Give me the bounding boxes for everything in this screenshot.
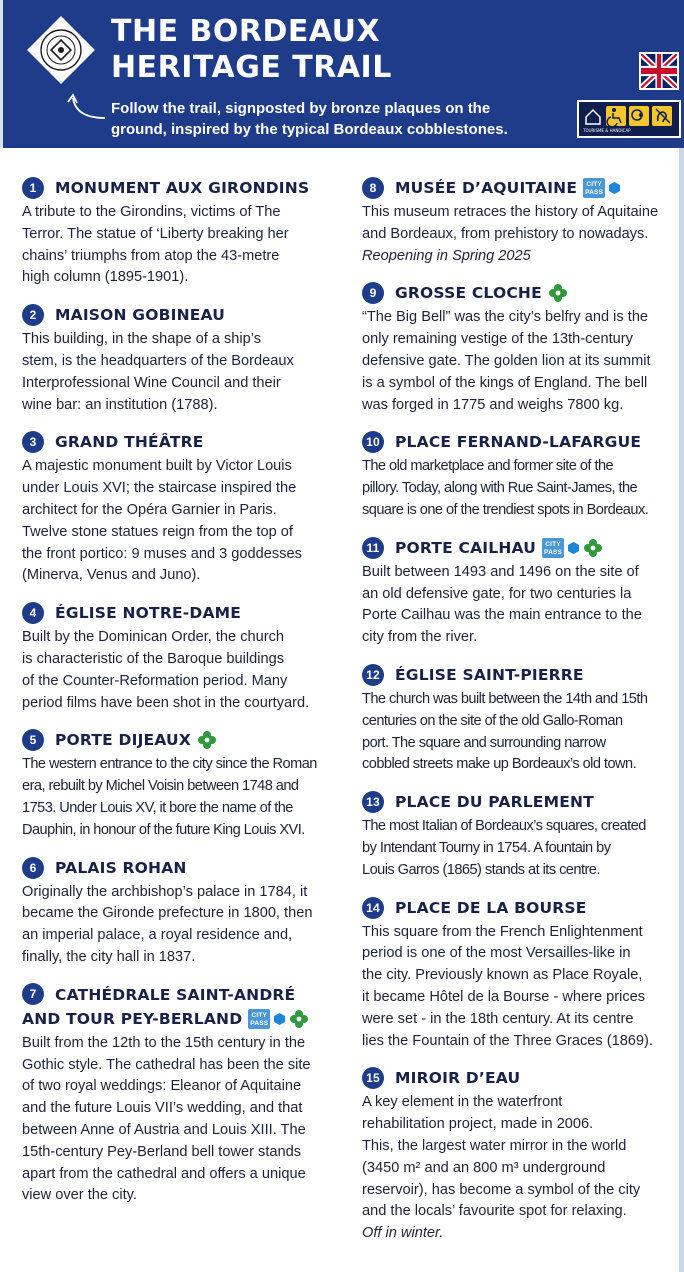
entry-title: PORTE CAILHAU (395, 538, 537, 557)
entry-description (362, 562, 678, 649)
trail-entry-7 (22, 983, 340, 1207)
entry-title: PALAIS ROHAN (55, 858, 187, 877)
entry-badges (583, 178, 620, 198)
number-badge: 2 (22, 304, 44, 326)
entry-title: PLACE DU PARLEMENT (395, 793, 594, 812)
number-badge: 13 (362, 791, 384, 813)
entry-description (22, 202, 340, 289)
trail-entry-12 (362, 663, 678, 776)
entry-heading (362, 663, 678, 687)
entry-note: Reopening in Spring 2025 (362, 247, 531, 264)
desc-line: was forged in 1775 and weighs 7800 kg. (362, 396, 624, 413)
entry-badges (542, 538, 603, 558)
desc-line: an imperial palace, a royal residence and, (22, 927, 293, 944)
number-badge: 5 (22, 729, 44, 751)
desc-line: Porte Cailhau was the main entrance to the (362, 607, 642, 624)
uk-flag-icon[interactable] (639, 52, 679, 90)
entry-heading (362, 176, 678, 200)
entry-heading (362, 896, 678, 920)
desc-line: it became Hôtel de la Bourse - where prices (362, 988, 646, 1005)
entry-description (362, 689, 678, 776)
desc-line: lies the Fountain of the Three Graces (1869). (362, 1032, 653, 1049)
clover-icon (289, 1009, 309, 1029)
number-badge: 3 (22, 431, 44, 453)
desc-line: an old defensive gate, for two centuries la (362, 585, 632, 602)
desc-line: centuries on the site of the old Gallo-Roman (362, 712, 623, 729)
entry-heading (22, 303, 340, 327)
header-banner (0, 0, 684, 148)
trail-entry-6 (22, 856, 340, 969)
entry-title: MUSÉE D’AQUITAINE (395, 179, 578, 197)
page-edge (679, 148, 684, 1272)
desc-line: by Intendant Tourny in 1754. A fountain by (362, 839, 611, 856)
entry-heading (22, 176, 340, 200)
desc-line: The church was built between the 14th and 15th (362, 690, 648, 707)
trail-entry-5 (22, 728, 340, 841)
entry-badges (548, 283, 568, 303)
entry-heading (362, 1066, 678, 1090)
desc-line: period films have been shot in the courtyard. (22, 694, 310, 711)
access-label: TOURISME & HANDICAP (583, 128, 631, 133)
desc-line: is characteristic of the Baroque buildings (22, 650, 285, 667)
entry-description (362, 202, 678, 267)
entry-heading (22, 728, 340, 752)
entry-title: MONUMENT AUX GIRONDINS (55, 179, 310, 197)
desc-line: square is one of the trendiest spots in Bordeaux. (362, 501, 649, 518)
citypass-text: PASS (585, 189, 604, 196)
desc-line: Twelve stone statues reign from the top of (22, 523, 293, 540)
entry-heading (362, 790, 678, 814)
entry-description (22, 456, 340, 587)
desc-line: (Minerva, Venus and Juno). (22, 567, 201, 584)
trail-entry-1 (22, 176, 340, 289)
desc-line: Terror. The statue of ‘Liberty breaking her (22, 225, 289, 242)
entry-description (22, 1033, 340, 1207)
entry-title: GRAND THÉÂTRE (55, 433, 204, 452)
entry-title: ÉGLISE NOTRE-DAME (55, 604, 242, 623)
clover-icon (548, 283, 568, 303)
entry-badges (197, 730, 217, 750)
entry-heading-line-2 (0, 1007, 340, 1031)
desc-line: only remaining vestige of the 13th-century (362, 331, 633, 348)
right-column (362, 176, 678, 1259)
subtitle-line-2: ground, inspired by the typical Bordeaux cobblestones. (111, 121, 508, 138)
number-badge: 1 (22, 177, 44, 199)
desc-line: and Bordeaux, from prehistory to nowadays. (362, 225, 649, 242)
trail-entry-10 (362, 430, 678, 521)
citypass-text: CITY (586, 181, 602, 188)
hexagon-icon (568, 542, 579, 554)
desc-line: era, rebuilt by Michel Voisin between 1748 and (22, 778, 299, 795)
number-badge: 11 (362, 537, 384, 559)
number-badge: 10 (362, 431, 384, 453)
hexagon-icon (274, 1013, 285, 1025)
trail-entry-15 (362, 1066, 678, 1245)
hexagon-icon (609, 182, 620, 194)
desc-line: apart from the cathedral and offers a unique (22, 1165, 306, 1182)
desc-line: defensive gate. The golden lion at its summit (362, 352, 651, 369)
trail-entry-2 (22, 303, 340, 416)
desc-line: finally, the city hall in 1837. (22, 948, 196, 965)
entry-title: MIROIR D’EAU (395, 1069, 521, 1088)
citypass-text: CITY (545, 540, 561, 548)
desc-line: wine bar: an institution (1788). (22, 396, 218, 413)
number-badge: 9 (362, 282, 384, 304)
entry-heading (22, 983, 340, 1007)
desc-line: stem, is the headquarters of the Bordeaux (22, 352, 294, 369)
entry-description (22, 754, 340, 841)
entry-description (362, 922, 678, 1053)
desc-line: Originally the archbishop’s palace in 1784, it (22, 883, 308, 900)
number-badge: 7 (22, 983, 44, 1005)
number-badge: 15 (362, 1067, 384, 1089)
desc-line: of two royal weddings: Eleanor of Aquitaine (22, 1078, 302, 1095)
entry-description (22, 329, 340, 416)
accessibility-icons (580, 103, 680, 131)
desc-line: period is one of the most Versailles-like in (362, 945, 631, 962)
desc-line: city from the river. (362, 629, 478, 646)
entry-title: PORTE DIJEAUX (55, 731, 191, 750)
entry-description (22, 882, 340, 969)
number-badge: 14 (362, 897, 384, 919)
desc-line: view over the city. (22, 1187, 137, 1204)
number-badge: 6 (22, 857, 44, 879)
desc-line: Built from the 12th to the 15th century in the (22, 1034, 306, 1051)
entry-heading (362, 430, 678, 454)
citypass-text: PASS (544, 548, 563, 556)
desc-line: (3450 m² and an 800 m³ underground (362, 1159, 606, 1176)
desc-line: The western entrance to the city since the Roman (22, 756, 317, 773)
entry-description (362, 456, 678, 521)
entry-description (22, 627, 340, 714)
desc-line: Interprofessional Wine Council and their (22, 374, 281, 391)
entry-badges (248, 1009, 309, 1029)
desc-line: The most Italian of Bordeaux’s squares, created (362, 818, 646, 835)
desc-line: 15th-century Pey-Berland bell tower stands (22, 1143, 302, 1160)
number-badge: 4 (22, 602, 44, 624)
left-column (22, 176, 340, 1221)
desc-line: Built by the Dominican Order, the church (22, 629, 285, 646)
subtitle-line-1: Follow the trail, signposted by bronze plaques on the (111, 100, 491, 117)
entry-heading (362, 281, 678, 305)
clover-icon (197, 730, 217, 750)
title-line-1: THE BORDEAUX (111, 14, 381, 49)
trail-entry-4 (22, 601, 340, 714)
city-pass-badge (583, 178, 605, 198)
desc-line: of the Counter-Reformation period. Many (22, 672, 288, 689)
number-badge: 8 (362, 177, 384, 199)
desc-line: Louis Garros (1865) stands at its centre. (362, 861, 600, 878)
subtitle (111, 98, 551, 140)
entry-title: ÉGLISE SAINT-PIERRE (395, 665, 584, 684)
number-badge: 12 (362, 664, 384, 686)
clover-icon (583, 538, 603, 558)
trail-entry-8 (362, 176, 678, 267)
desc-line: Built between 1493 and 1496 on the site of (362, 563, 639, 580)
desc-line: The old marketplace and former site of the (362, 458, 614, 475)
trail-entry-13 (362, 790, 678, 881)
desc-line: A key element in the waterfront (362, 1094, 563, 1111)
page-title (111, 14, 541, 86)
unesco-world-heritage-logo (23, 12, 99, 88)
trail-entry-11 (362, 536, 678, 649)
entry-heading (362, 536, 678, 560)
entry-title: GROSSE CLOCHE (395, 284, 542, 303)
city-pass-badge (542, 538, 564, 558)
desc-line: This square from the French Enlightenment (362, 923, 643, 940)
entry-title-line-1: CATHÉDRALE SAINT-ANDRÉ (55, 985, 296, 1004)
trail-entry-14 (362, 896, 678, 1053)
desc-line: were set - in the 18th century. At its centre (362, 1010, 634, 1027)
desc-line: high column (1895-1901). (22, 269, 189, 286)
trail-entry-3 (22, 430, 340, 587)
desc-line: became the Gironde prefecture in 1800, then (22, 905, 313, 922)
entry-description (362, 1092, 678, 1245)
entry-title: PLACE DE LA BOURSE (395, 898, 587, 917)
desc-line: and the future Louis VII’s wedding, and that (22, 1100, 303, 1117)
entry-description (362, 816, 678, 881)
desc-line: This building, in the shape of a ship’s (22, 331, 262, 348)
desc-line: under Louis XVI; the staircase inspired the (22, 480, 297, 497)
desc-line: the city. Previously known as Place Royale, (362, 967, 643, 984)
desc-line: is a symbol of the kings of England. The bell (362, 374, 648, 391)
curved-arrow-icon (65, 92, 109, 124)
tourisme-handicap-badge (577, 100, 681, 138)
entry-heading (22, 430, 340, 454)
desc-line: architect for the Opéra Garnier in Paris. (22, 501, 277, 518)
desc-line: the front portico: 9 muses and 3 goddesses (22, 545, 302, 562)
citypass-text: CITY (251, 1011, 268, 1019)
desc-line: between Anne of Austria and Louis XIII. The (22, 1121, 306, 1138)
desc-line: This, the largest water mirror in the world (362, 1137, 627, 1154)
entry-title-line-2: AND TOUR PEY-BERLAND (22, 1009, 243, 1028)
desc-line: This museum retraces the history of Aquitaine (362, 204, 659, 220)
desc-line: A tribute to the Girondins, victims of The (22, 204, 281, 220)
desc-line: chains’ triumphs from atop the 43-metre (22, 247, 280, 264)
desc-line: 1753. Under Louis XV, it bore the name of the (22, 799, 293, 816)
title-line-2: HERITAGE TRAIL (111, 50, 392, 85)
entry-title: PLACE FERNAND-LAFARGUE (395, 433, 642, 452)
city-pass-badge (248, 1009, 270, 1029)
entry-heading (22, 601, 340, 625)
desc-line: Dauphin, in honour of the future King Louis XVI. (22, 821, 305, 838)
desc-line: cobbled streets make up Bordeaux’s old town. (362, 756, 637, 773)
desc-line: pillory. Today, along with Rue Saint-James, the (362, 480, 638, 497)
entry-description (362, 307, 678, 416)
entry-heading (22, 856, 340, 880)
entry-note: Off in winter. (362, 1225, 444, 1242)
desc-line: rehabilitation project, made in 2006. (362, 1116, 594, 1133)
desc-line: and the locals’ favourite spot for relaxing. (362, 1203, 627, 1220)
desc-line: Gothic style. The cathedral has been the site (22, 1056, 311, 1073)
citypass-text: PASS (250, 1019, 269, 1027)
desc-line: reservoir), has become a symbol of the city (362, 1181, 641, 1198)
trail-entry-9 (362, 281, 678, 416)
desc-line: A majestic monument built by Victor Louis (22, 458, 292, 475)
entry-title: MAISON GOBINEAU (55, 306, 226, 325)
entry-title (55, 983, 295, 1007)
desc-line: port. The square and surrounding narrow (362, 734, 606, 751)
desc-line: “The Big Bell” was the city’s belfry and is the (362, 309, 649, 326)
